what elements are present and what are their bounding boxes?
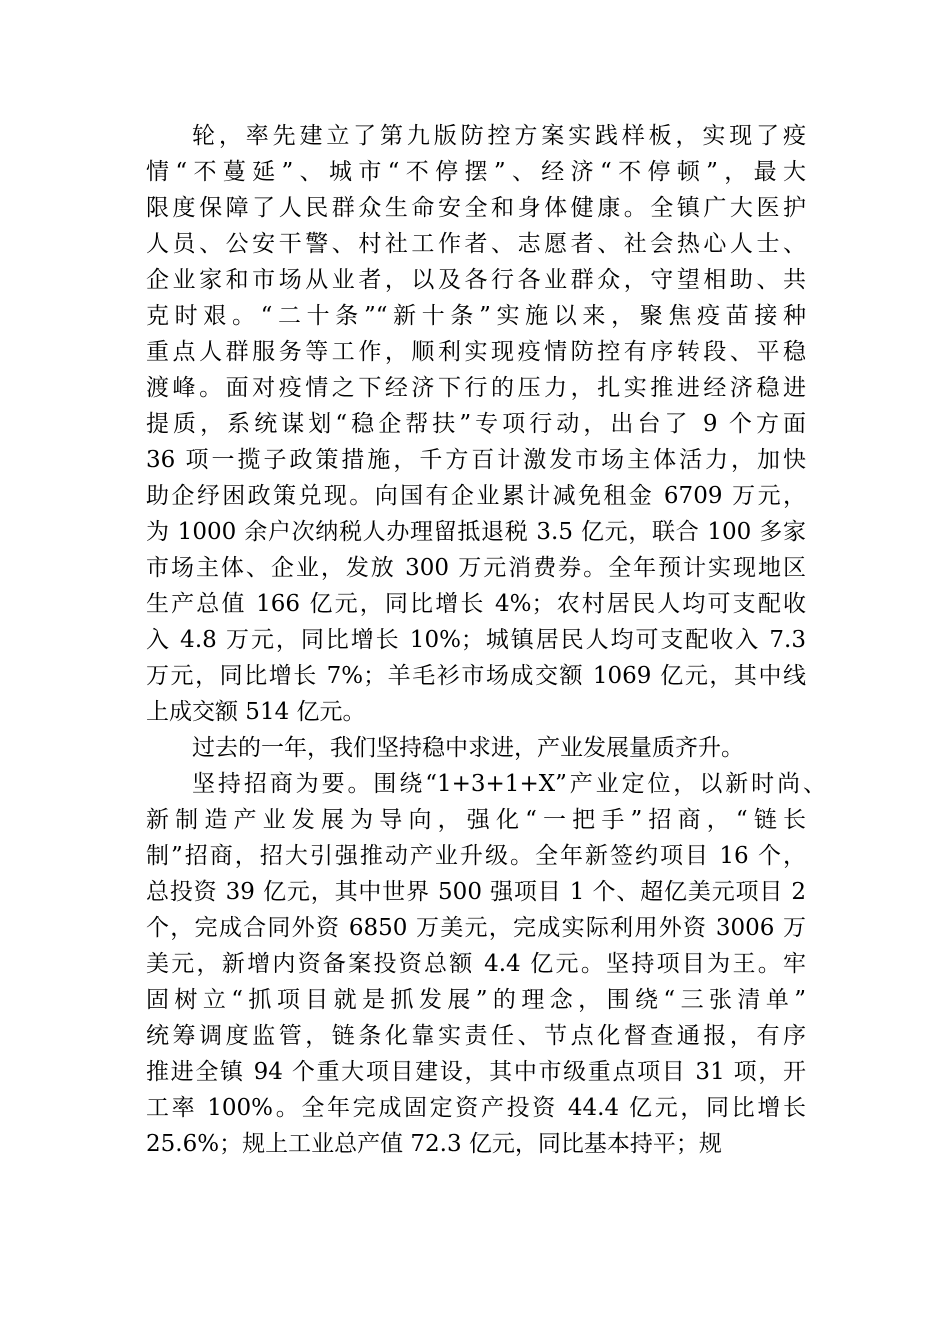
paragraph-1-line-1: 轮，率先建立了第九版防控方案实践样板，实现了疫 xyxy=(192,123,806,149)
paragraph-1-line-7: 重点人群服务等工作，顺利实现疫情防控有序转段、平稳 xyxy=(146,339,806,365)
paragraph-1-line-8: 渡峰。面对疫情之下经济下行的压力，扎实推进经济稳进 xyxy=(146,375,806,401)
paragraph-3-line-5: 个，完成合同外资 6850 万美元，完成实际利用外资 3006 万 xyxy=(146,915,806,941)
paragraph-1-line-14: 生产总值 166 亿元，同比增长 4%；农村居民人均可支配收 xyxy=(146,591,806,617)
paragraph-1-line-6: 克时艰。“二十条”“新十条”实施以来，聚焦疫苗接种 xyxy=(146,303,806,329)
paragraph-3-line-2: 新制造产业发展为导向，强化“一把手”招商，“链长 xyxy=(146,807,806,833)
paragraph-1-line-9: 提质，系统谋划“稳企帮扶”专项行动，出台了 9 个方面 xyxy=(146,411,806,437)
paragraph-3-line-10: 工率 100%。全年完成固定资产投资 44.4 亿元，同比增长 xyxy=(146,1095,806,1121)
paragraph-1-line-17: 上成交额 514 亿元。 xyxy=(146,699,366,725)
paragraph-1-line-2: 情“不蔓延”、城市“不停摆”、经济“不停顿”，最大 xyxy=(146,159,806,185)
paragraph-1-line-15: 入 4.8 万元，同比增长 10%；城镇居民人均可支配收入 7.3 xyxy=(146,627,806,653)
paragraph-1-line-5: 企业家和市场从业者，以及各行各业群众，守望相助、共 xyxy=(146,267,806,293)
paragraph-1-line-11: 助企纾困政策兑现。向国有企业累计减免租金 6709 万元， xyxy=(146,483,806,509)
paragraph-1-line-10: 36 项一揽子政策措施，千方百计激发市场主体活力，加快 xyxy=(146,447,806,473)
paragraph-3-line-6: 美元，新增内资备案投资总额 4.4 亿元。坚持项目为王。牢 xyxy=(146,951,806,977)
paragraph-1-line-12: 为 1000 余户次纳税人办理留抵退税 3.5 亿元，联合 100 多家 xyxy=(146,519,806,545)
paragraph-1-line-16: 万元，同比增长 7%；羊毛衫市场成交额 1069 亿元，其中线 xyxy=(146,663,806,689)
paragraph-3-line-1: 坚持招商为要。围绕“1+3+1+X”产业定位，以新时尚、 xyxy=(192,771,826,797)
paragraph-3-line-8: 统筹调度监管，链条化靠实责任、节点化督查通报，有序 xyxy=(146,1023,806,1049)
paragraph-1-line-4: 人员、公安干警、村社工作者、志愿者、社会热心人士、 xyxy=(146,231,806,257)
paragraph-1-line-3: 限度保障了人民群众生命安全和身体健康。全镇广大医护 xyxy=(146,195,806,221)
paragraph-3-line-3: 制”招商，招大引强推动产业升级。全年新签约项目 16 个， xyxy=(146,843,806,869)
paragraph-3-line-4: 总投资 39 亿元，其中世界 500 强项目 1 个、超亿美元项目 2 xyxy=(146,879,806,905)
paragraph-2-line-1: 过去的一年，我们坚持稳中求进，产业发展量质齐升。 xyxy=(192,735,744,761)
paragraph-3-line-9: 推进全镇 94 个重大项目建设，其中市级重点项目 31 项，开 xyxy=(146,1059,806,1085)
paragraph-3-line-7: 固树立“抓项目就是抓发展”的理念，围绕“三张清单” xyxy=(146,987,806,1013)
paragraph-1-line-13: 市场主体、企业，发放 300 万元消费券。全年预计实现地区 xyxy=(146,555,806,581)
paragraph-3-line-11: 25.6%；规上工业总产值 72.3 亿元，同比基本持平；规 xyxy=(146,1131,722,1157)
